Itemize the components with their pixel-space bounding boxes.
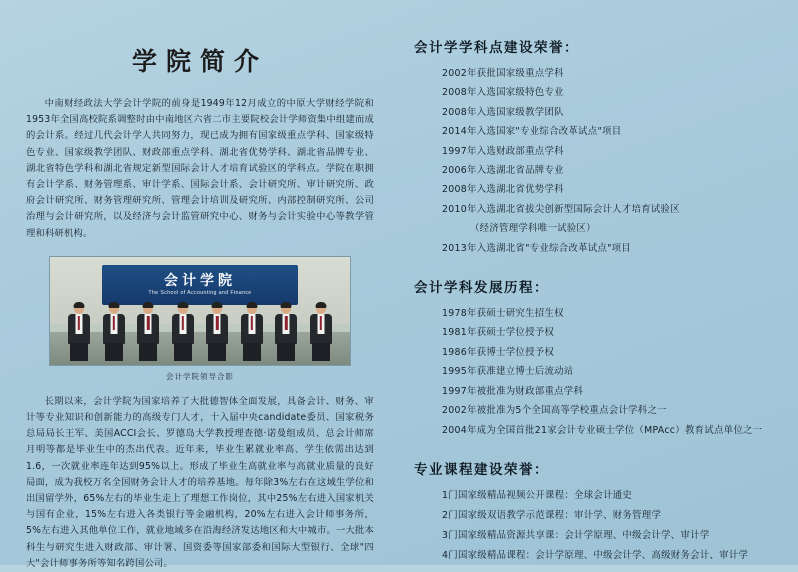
list-item: 1981年获硕士学位授予权: [442, 327, 555, 339]
list-item: 2门国家级双语教学示范课程：审计学、财务管理学: [442, 509, 662, 521]
person-figure: [239, 303, 265, 361]
section-title: 专业课程建设荣誉：: [414, 461, 549, 478]
person-figure: [308, 303, 334, 361]
list-item: 1997年入选财政部重点学科: [442, 145, 564, 157]
list-item: 3门国家级精品资源共享课：会计学原理、中级会计学、审计学: [442, 529, 710, 541]
page-title: 学院简介: [131, 47, 268, 76]
list-item: 2006年入选湖北省品牌专业: [442, 165, 564, 177]
intro-paragraph: 中南财经政法大学会计学院的前身是1949年12月成立的中原大学财经学院和1953年全国高校院系调整时由中南地区六省二市主要院校会计学师资集中组建而成的会计系。经过几代会计学人共同努力，现已成为拥有国家级重点学科、国家级特色专业、国家级教学团队、财政部重点学科、湖北省优势学科、湖北省品牌专业、湖北省特色学科和湖北省规定新型国际会计人才培育试验区的学科点。学院在职拥有会计学系、财务管理系、审计学系、国际会计系、会计研究所、审计研究所、政府会计研究所、财务管理研究所、管理会计培训及研究所、内部控制研究所、公司治理与会计研究所，以及经济与会计监管研究中心、财务与会计实验中心等教学管理和科研机构。: [26, 98, 374, 239]
person-figure: [273, 303, 299, 361]
person-figure: [101, 303, 127, 361]
list-item: 2008年入选国家级教学团队: [442, 106, 564, 118]
photo-people: [66, 299, 334, 361]
school-banner-cn: 会计学院: [164, 272, 236, 289]
list-item: 2013年入选湖北省"专业综合改革试点"项目: [442, 242, 632, 254]
section-development-history: [414, 276, 774, 440]
school-banner-en: The School of Accounting and Finance: [148, 289, 252, 296]
lower-paragraph: 长期以来，会计学院为国家培养了大批德智体全面发展，具备会计、财务、审计等专业知识和创新能力的高级专门人才，十入届中央candidate委员、国家税务总局局长王军、美国ACCI会长、罗德岛大学教授理查德·诺曼组成员、总会计师席月明等都是毕业生中的杰出代表。近年来，毕业生累就业率高、学生依需出达到1.6，一次就业率连年达到95%以上。形成了毕业生高就业率与高就业质量的良好局面，成为我校万名全国财务会计人才的培养基地。每年除3%左右在这域生学位和出国留学外，65%左右的毕业生走上了理想工作岗位，其中25%左右进入国家机关与国有企业，15%左右进入各类银行等金融机构，20%左右进入会计师事务所，5%左右进入其他单位工作，就业地域多在沿海经济发达地区和大中城市。一大批本科生与研究生进入财政部、审计署、国资委等国家部委和国际大型银行、全球"四大"会计师事务所等知名跨国公司。: [26, 395, 374, 569]
group-photo-block: [26, 256, 374, 382]
section-discipline-honors: [414, 36, 774, 258]
list-item: 2002年被批准为5个全国高等学校重点会计学科之一: [442, 405, 667, 417]
person-figure: [135, 303, 161, 361]
person-figure: [170, 303, 196, 361]
right-column: [398, 0, 798, 565]
list-item: 1门国家级精品视频公开课程：全球会计通史: [442, 489, 633, 501]
section-title: 会计学学科点建设荣誉：: [414, 40, 579, 56]
group-photo: [49, 256, 351, 366]
list-item: 2014年入选国家"专业综合改革试点"项目: [442, 126, 622, 138]
honor-list: [414, 64, 774, 258]
history-list: [414, 304, 774, 440]
section-course-honors: [414, 458, 774, 566]
person-figure: [204, 303, 230, 361]
list-item: 2008年入选国家级特色专业: [442, 87, 564, 99]
list-item: 1978年获硕士研究生招生权: [442, 308, 564, 320]
list-item: 2008年入选湖北省优势学科: [442, 184, 564, 196]
course-list: [414, 486, 774, 566]
list-item: 4门国家级精品课程：会计学原理、中级会计学、高级财务会计、审计学: [442, 549, 749, 561]
left-column: [0, 0, 398, 569]
list-item: 1986年获博士学位授予权: [442, 346, 555, 358]
list-item-note: （经济管理学科唯一试验区）: [470, 223, 596, 235]
list-item: 1997年被批准为财政部重点学科: [442, 385, 584, 397]
list-item: 2004年成为全国首批21家会计专业硕士学位（MPAcc）教育试点单位之一: [442, 424, 763, 436]
photo-caption: 会计学院领导合影: [166, 371, 234, 381]
list-item: 1995年获准建立博士后流动站: [442, 366, 574, 378]
list-item: 2010年入选湖北省拔尖创新型国际会计人才培育试验区: [442, 203, 680, 215]
section-title: 会计学科发展历程：: [414, 280, 549, 297]
list-item: 2002年获批国家级重点学科: [442, 68, 564, 79]
person-figure: [66, 303, 92, 361]
